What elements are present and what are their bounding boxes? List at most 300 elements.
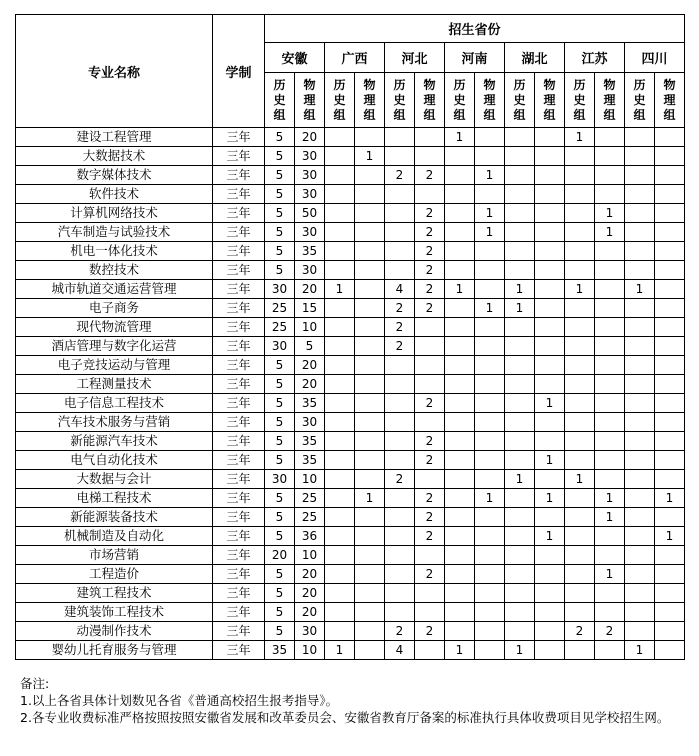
major-name-cell: 新能源汽车技术 [16, 432, 213, 451]
quota-cell [595, 356, 625, 375]
quota-cell [535, 337, 565, 356]
quota-cell [325, 299, 355, 318]
quota-cell [475, 261, 505, 280]
quota-cell [595, 261, 625, 280]
quota-cell: 50 [295, 204, 325, 223]
quota-cell [595, 337, 625, 356]
quota-cell: 2 [415, 527, 445, 546]
major-name-cell: 大数据与会计 [16, 470, 213, 489]
quota-cell: 1 [595, 223, 625, 242]
notes-line-1: 1.以上各省具体计划数见各省《普通高校招生报考指导》。 [20, 693, 339, 708]
quota-cell [385, 546, 415, 565]
quota-cell: 30 [295, 413, 325, 432]
quota-cell [445, 318, 475, 337]
quota-cell: 30 [295, 185, 325, 204]
duration-cell: 三年 [213, 261, 265, 280]
quota-cell [325, 242, 355, 261]
quota-cell [475, 337, 505, 356]
quota-cell: 2 [415, 261, 445, 280]
duration-cell: 三年 [213, 242, 265, 261]
quota-cell [655, 470, 685, 489]
duration-cell: 三年 [213, 641, 265, 660]
quota-cell [415, 603, 445, 622]
quota-cell [355, 508, 385, 527]
quota-cell [325, 394, 355, 413]
physics-track-header: 物 理 组 [295, 73, 325, 128]
quota-cell [565, 641, 595, 660]
duration-cell: 三年 [213, 451, 265, 470]
quota-cell: 20 [265, 546, 295, 565]
quota-cell [325, 147, 355, 166]
quota-cell [625, 185, 655, 204]
quota-cell: 15 [295, 299, 325, 318]
major-name-cell: 电气自动化技术 [16, 451, 213, 470]
quota-cell: 1 [565, 128, 595, 147]
table-row [16, 185, 685, 204]
quota-cell [385, 242, 415, 261]
quota-cell [415, 318, 445, 337]
quota-cell: 30 [295, 223, 325, 242]
quota-cell [385, 451, 415, 470]
duration-cell: 三年 [213, 470, 265, 489]
major-name-cell: 数字媒体技术 [16, 166, 213, 185]
quota-cell [325, 356, 355, 375]
quota-cell [325, 508, 355, 527]
quota-cell [625, 622, 655, 641]
quota-cell [655, 622, 685, 641]
major-name-cell: 大数据技术 [16, 147, 213, 166]
quota-cell [565, 337, 595, 356]
quota-cell [385, 413, 415, 432]
quota-cell [655, 641, 685, 660]
quota-cell: 5 [265, 147, 295, 166]
quota-cell: 5 [265, 603, 295, 622]
quota-cell: 5 [265, 527, 295, 546]
major-name-cell: 电梯工程技术 [16, 489, 213, 508]
quota-cell [535, 413, 565, 432]
quota-cell: 5 [265, 128, 295, 147]
quota-cell: 25 [295, 489, 325, 508]
quota-cell: 5 [265, 242, 295, 261]
quota-cell: 1 [475, 223, 505, 242]
quota-cell [655, 356, 685, 375]
quota-cell [355, 128, 385, 147]
quota-cell [625, 451, 655, 470]
quota-cell: 2 [415, 299, 445, 318]
quota-cell [355, 299, 385, 318]
history-track-header: 历 史 组 [625, 73, 655, 128]
quota-cell [445, 584, 475, 603]
quota-cell: 30 [295, 147, 325, 166]
table-row [16, 261, 685, 280]
quota-cell [385, 565, 415, 584]
duration-cell: 三年 [213, 204, 265, 223]
quota-cell [595, 318, 625, 337]
quota-cell [565, 565, 595, 584]
notes-title: 备注: [20, 676, 50, 691]
quota-cell [535, 375, 565, 394]
quota-cell [655, 299, 685, 318]
quota-cell [535, 356, 565, 375]
quota-cell: 2 [415, 223, 445, 242]
quota-cell: 1 [475, 204, 505, 223]
quota-cell [655, 432, 685, 451]
quota-cell [445, 565, 475, 584]
quota-cell [535, 318, 565, 337]
quota-cell [595, 280, 625, 299]
quota-cell: 5 [265, 261, 295, 280]
quota-cell: 1 [535, 394, 565, 413]
provinces-header: 招生省份 [265, 15, 685, 43]
quota-cell [475, 565, 505, 584]
quota-cell [355, 375, 385, 394]
quota-cell: 30 [265, 337, 295, 356]
quota-cell [475, 546, 505, 565]
quota-cell [445, 508, 475, 527]
major-name-cell: 建设工程管理 [16, 128, 213, 147]
quota-cell [505, 223, 535, 242]
quota-cell [355, 584, 385, 603]
quota-cell: 36 [295, 527, 325, 546]
quota-cell [325, 185, 355, 204]
quota-cell [385, 185, 415, 204]
quota-cell [655, 261, 685, 280]
quota-cell: 30 [295, 166, 325, 185]
quota-cell: 5 [265, 565, 295, 584]
quota-cell [325, 375, 355, 394]
quota-cell: 5 [265, 204, 295, 223]
quota-cell [415, 584, 445, 603]
quota-cell [655, 147, 685, 166]
quota-cell [535, 470, 565, 489]
major-name-cell: 新能源装备技术 [16, 508, 213, 527]
quota-cell [655, 204, 685, 223]
quota-cell [505, 356, 535, 375]
quota-cell [625, 413, 655, 432]
quota-cell [355, 185, 385, 204]
quota-cell: 5 [265, 584, 295, 603]
quota-cell [415, 546, 445, 565]
quota-cell [445, 204, 475, 223]
quota-cell: 2 [415, 242, 445, 261]
quota-cell [535, 166, 565, 185]
quota-cell [445, 451, 475, 470]
quota-cell [595, 147, 625, 166]
table-row [16, 622, 685, 641]
major-name-cell: 现代物流管理 [16, 318, 213, 337]
quota-cell [355, 470, 385, 489]
quota-cell [625, 166, 655, 185]
quota-cell [445, 337, 475, 356]
quota-cell [655, 280, 685, 299]
quota-cell [325, 337, 355, 356]
table-row [16, 584, 685, 603]
quota-cell [415, 470, 445, 489]
quota-cell [385, 261, 415, 280]
quota-cell [325, 166, 355, 185]
quota-cell [565, 451, 595, 470]
quota-cell: 10 [295, 470, 325, 489]
province-header: 安徽 [265, 43, 325, 73]
quota-cell: 30 [295, 261, 325, 280]
quota-cell [535, 641, 565, 660]
quota-cell: 30 [265, 280, 295, 299]
quota-cell [415, 147, 445, 166]
quota-cell: 1 [595, 508, 625, 527]
quota-cell: 25 [295, 508, 325, 527]
quota-cell [475, 185, 505, 204]
quota-cell [325, 223, 355, 242]
physics-track-header: 物 理 组 [655, 73, 685, 128]
quota-cell [535, 299, 565, 318]
quota-cell: 1 [565, 470, 595, 489]
quota-cell [505, 584, 535, 603]
quota-cell [415, 413, 445, 432]
major-name-header: 专业名称 [16, 15, 213, 128]
history-track-header: 历 史 组 [325, 73, 355, 128]
physics-track-header: 物 理 组 [475, 73, 505, 128]
quota-cell: 2 [415, 565, 445, 584]
quota-cell [595, 394, 625, 413]
quota-cell [445, 166, 475, 185]
quota-cell: 30 [265, 470, 295, 489]
quota-cell: 1 [595, 489, 625, 508]
major-name-cell: 建筑装饰工程技术 [16, 603, 213, 622]
quota-cell [505, 546, 535, 565]
quota-cell [475, 584, 505, 603]
quota-cell: 1 [535, 451, 565, 470]
quota-cell [535, 261, 565, 280]
quota-cell [565, 413, 595, 432]
quota-cell: 5 [265, 223, 295, 242]
table-row [16, 451, 685, 470]
quota-cell [655, 394, 685, 413]
major-name-cell: 电子竞技运动与管理 [16, 356, 213, 375]
quota-cell [565, 584, 595, 603]
major-name-cell: 酒店管理与数字化运营 [16, 337, 213, 356]
quota-cell [505, 603, 535, 622]
quota-cell [505, 242, 535, 261]
duration-cell: 三年 [213, 337, 265, 356]
quota-cell [625, 489, 655, 508]
duration-cell: 三年 [213, 223, 265, 242]
quota-cell: 2 [385, 299, 415, 318]
quota-cell [445, 470, 475, 489]
quota-cell [625, 527, 655, 546]
quota-cell [565, 299, 595, 318]
quota-cell [565, 223, 595, 242]
quota-cell [385, 356, 415, 375]
quota-cell [625, 603, 655, 622]
quota-cell [445, 147, 475, 166]
duration-cell: 三年 [213, 584, 265, 603]
table-row [16, 299, 685, 318]
quota-cell [355, 622, 385, 641]
quota-cell [355, 261, 385, 280]
quota-cell [505, 185, 535, 204]
major-name-cell: 城市轨道交通运营管理 [16, 280, 213, 299]
duration-cell: 三年 [213, 622, 265, 641]
physics-track-header: 物 理 组 [535, 73, 565, 128]
quota-cell: 2 [415, 204, 445, 223]
quota-cell: 5 [265, 413, 295, 432]
quota-cell [565, 489, 595, 508]
duration-cell: 三年 [213, 299, 265, 318]
quota-cell [505, 166, 535, 185]
quota-cell [385, 527, 415, 546]
quota-cell [595, 641, 625, 660]
quota-cell [325, 584, 355, 603]
quota-cell: 30 [295, 622, 325, 641]
quota-cell [565, 394, 595, 413]
quota-cell [445, 299, 475, 318]
quota-cell [625, 337, 655, 356]
quota-cell: 2 [595, 622, 625, 641]
quota-cell: 5 [265, 432, 295, 451]
quota-cell [595, 527, 625, 546]
quota-cell: 1 [475, 299, 505, 318]
quota-cell [655, 242, 685, 261]
quota-cell [475, 622, 505, 641]
quota-cell [355, 204, 385, 223]
province-header: 河南 [445, 43, 505, 73]
quota-cell: 2 [415, 451, 445, 470]
quota-cell: 20 [295, 280, 325, 299]
quota-cell [445, 223, 475, 242]
quota-cell [625, 356, 655, 375]
quota-cell [535, 603, 565, 622]
duration-cell: 三年 [213, 318, 265, 337]
quota-cell [445, 356, 475, 375]
quota-cell [655, 508, 685, 527]
quota-cell [325, 413, 355, 432]
quota-cell [505, 394, 535, 413]
quota-cell [565, 603, 595, 622]
quota-cell: 5 [265, 622, 295, 641]
duration-cell: 三年 [213, 527, 265, 546]
province-header: 湖北 [505, 43, 565, 73]
quota-cell: 1 [595, 204, 625, 223]
quota-cell: 35 [295, 394, 325, 413]
quota-cell [535, 147, 565, 166]
quota-cell [325, 546, 355, 565]
quota-cell [535, 242, 565, 261]
quota-cell: 1 [325, 280, 355, 299]
quota-cell [445, 603, 475, 622]
major-name-cell: 汽车技术服务与营销 [16, 413, 213, 432]
quota-cell [355, 546, 385, 565]
quota-cell [565, 508, 595, 527]
quota-cell [565, 527, 595, 546]
quota-cell [595, 185, 625, 204]
quota-cell [505, 565, 535, 584]
quota-cell [355, 242, 385, 261]
quota-cell [595, 470, 625, 489]
quota-cell [535, 204, 565, 223]
quota-cell [565, 261, 595, 280]
duration-cell: 三年 [213, 185, 265, 204]
province-header: 四川 [625, 43, 685, 73]
quota-cell [385, 508, 415, 527]
quota-cell [505, 318, 535, 337]
duration-header: 学制 [213, 15, 265, 128]
major-name-cell: 工程造价 [16, 565, 213, 584]
major-name-cell: 工程测量技术 [16, 375, 213, 394]
quota-cell: 20 [295, 584, 325, 603]
quota-cell [355, 432, 385, 451]
quota-cell [325, 318, 355, 337]
quota-cell [475, 128, 505, 147]
quota-cell [565, 318, 595, 337]
table-row [16, 565, 685, 584]
quota-cell [565, 546, 595, 565]
major-name-cell: 婴幼儿托育服务与管理 [16, 641, 213, 660]
quota-cell [625, 432, 655, 451]
quota-cell [445, 185, 475, 204]
quota-cell: 2 [415, 508, 445, 527]
quota-cell: 35 [295, 242, 325, 261]
quota-cell [505, 622, 535, 641]
quota-cell: 20 [295, 603, 325, 622]
quota-cell [475, 470, 505, 489]
quota-cell: 10 [295, 318, 325, 337]
table-row [16, 527, 685, 546]
history-track-header: 历 史 组 [505, 73, 535, 128]
quota-cell: 1 [505, 470, 535, 489]
table-row [16, 242, 685, 261]
history-track-header: 历 史 组 [265, 73, 295, 128]
quota-cell [505, 337, 535, 356]
major-name-cell: 软件技术 [16, 185, 213, 204]
quota-cell [535, 546, 565, 565]
quota-cell [625, 546, 655, 565]
quota-cell [535, 565, 565, 584]
quota-cell: 1 [565, 280, 595, 299]
quota-cell [325, 565, 355, 584]
quota-cell [475, 451, 505, 470]
table-row [16, 489, 685, 508]
quota-cell [595, 432, 625, 451]
quota-cell: 2 [565, 622, 595, 641]
quota-cell [475, 280, 505, 299]
quota-cell: 1 [445, 280, 475, 299]
quota-cell [355, 641, 385, 660]
major-name-cell: 建筑工程技术 [16, 584, 213, 603]
table-row [16, 432, 685, 451]
quota-cell [385, 147, 415, 166]
quota-cell: 2 [415, 432, 445, 451]
table-row [16, 128, 685, 147]
quota-cell [475, 147, 505, 166]
quota-cell [355, 318, 385, 337]
quota-cell [505, 147, 535, 166]
table-row [16, 546, 685, 565]
quota-cell [475, 527, 505, 546]
duration-cell: 三年 [213, 147, 265, 166]
quota-cell [655, 185, 685, 204]
quota-cell [565, 375, 595, 394]
quota-cell: 1 [325, 641, 355, 660]
quota-cell [625, 261, 655, 280]
history-track-header: 历 史 组 [445, 73, 475, 128]
duration-cell: 三年 [213, 603, 265, 622]
quota-cell [475, 356, 505, 375]
quota-cell [625, 508, 655, 527]
quota-cell [595, 166, 625, 185]
quota-cell [445, 527, 475, 546]
quota-cell: 35 [295, 451, 325, 470]
quota-cell [595, 299, 625, 318]
